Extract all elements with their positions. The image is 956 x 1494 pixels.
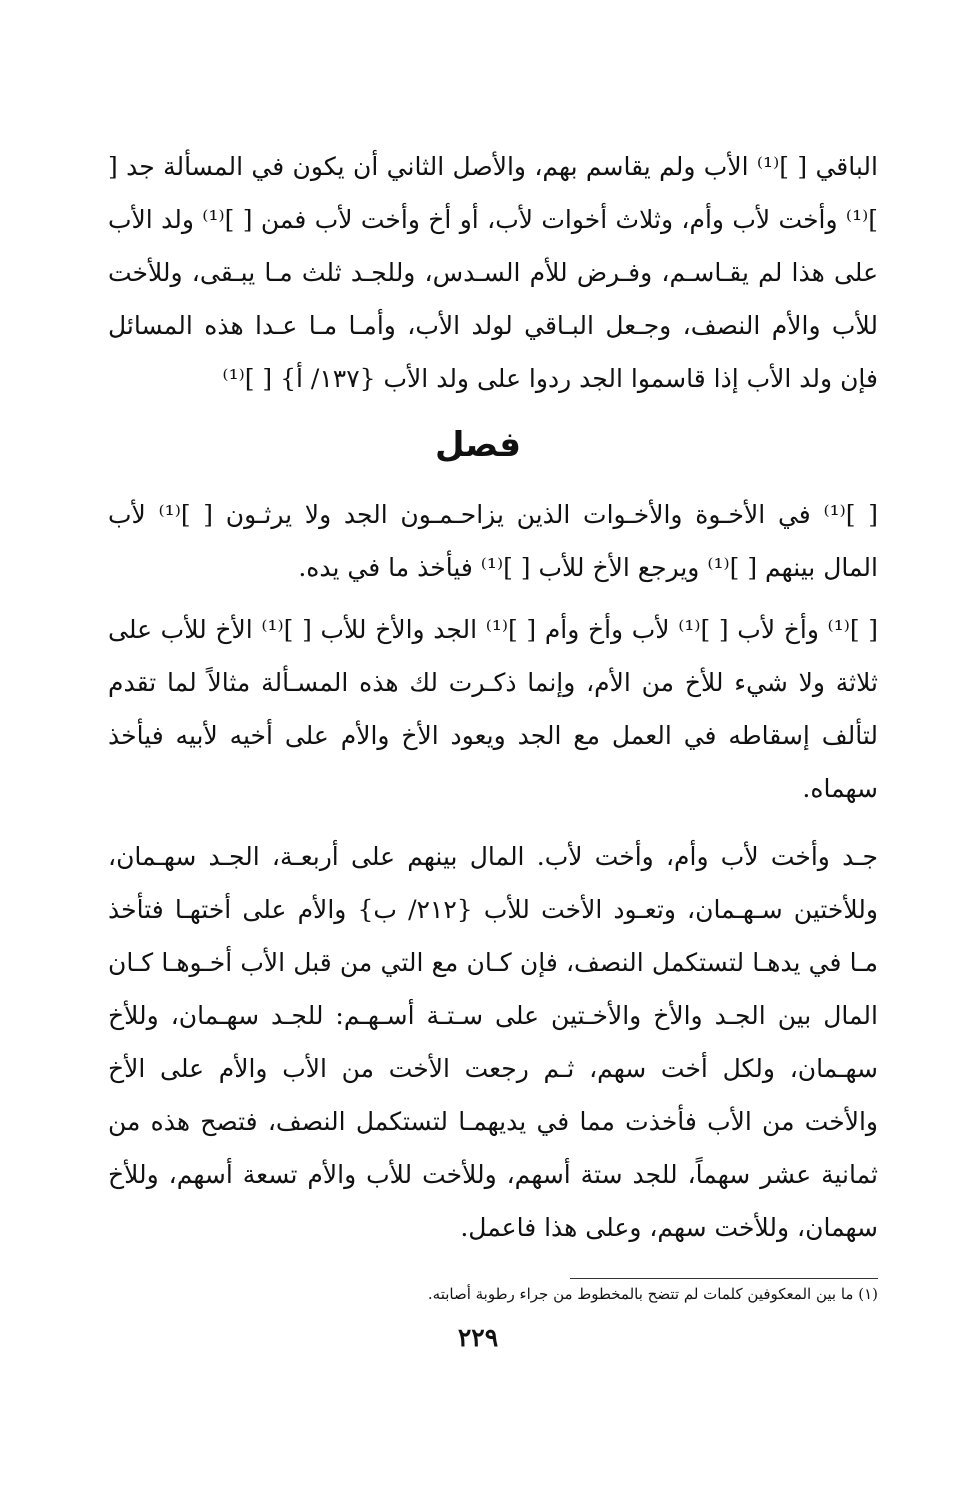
page-number: ٢٢٩ xyxy=(457,1323,499,1352)
paragraph-2 xyxy=(108,488,878,594)
footnote-divider xyxy=(570,1278,878,1279)
paragraph-4 xyxy=(108,830,878,1254)
paragraph-1-text: الباقي [ ]⁽¹⁾ الأب ولم يقاسم بهم، والأصل الثاني أن يكون في المسألة جد [ ]⁽¹⁾ وأخت لأب وأم، وثلاث أخوات لأب، أو أخ وأخت لأب فمن [ ]⁽¹⁾ ولد الأب على هذا لم يقـاسـم، وفـرض للأم السـدس، وللجـد ثلث مـا يبـقى، وللأخت للأب والأم النصف، وجـعل البـاقي لولد الأب، وأمـا مـا عـدا هذه المسائل فإن ولد الأب إذا قاسموا الجد ردوا على ولد الأب {١٣٧/ أ} [ ]⁽¹⁾ xyxy=(108,152,878,393)
footnote: (١) ما بين المعكوفين كلمات لم تتضح بالمخطوط من جراء رطوبة أصابته. xyxy=(427,1285,878,1303)
paragraph-2-text: [ ]⁽¹⁾ في الأخـوة والأخـوات الذين يزاحـمـون الجد ولا يرثـون [ ]⁽¹⁾ لأب المال بينهم [ ]⁽¹⁾ ويرجع الأخ للأب [ ]⁽¹⁾ فيأخذ ما في يده. xyxy=(108,500,878,582)
paragraph-3-text: [ ]⁽¹⁾ وأخ لأب [ ]⁽¹⁾ لأب وأخ وأم [ ]⁽¹⁾ الجد والأخ للأب [ ]⁽¹⁾ الأخ للأب على ثلاثة ولا شيء للأخ من الأم، وإنما ذكـرت لك هذه المسـألة مثالاً لما تقدم لتألف إسقاطه في العمل مع الجد ويعود الأخ والأم على أخيه لأبيه فيأخذ سهماه. xyxy=(108,615,879,803)
section-heading: فصل xyxy=(434,425,522,465)
paragraph-1 xyxy=(108,140,878,405)
paragraph-3 xyxy=(108,603,878,815)
paragraph-4-text: جـد وأخت لأب وأم، وأخت لأب. المال بينهم على أربعـة، الجـد سهـمان، وللأختين سـهـمان، وتعـود الأخت للأب {٢١٢/ ب} والأم على أختهـا فتأخذ مـا في يدهـا لتستكمل النصف، فإن كـان مع التي من قبل الأب أخـوهـا كـان المال بين الجـد والأخ والأخـتين على سـتـة أسـهـم: للجـد سهـمان، وللأخ سهـمان، ولكل أخت سهم، ثـم رجعت الأخت من الأب والأم على الأخ والأخت من الأب فأخذت مما في يديهمـا لتستكمل النصف، فتصح هذه من ثمانية عشر سهماً، للجد ستة أسهم، وللأخت للأب والأم تسعة أسهم، وللأخ سهمان، وللأخت سهم، وعلى هذا فاعمل. xyxy=(108,842,878,1242)
